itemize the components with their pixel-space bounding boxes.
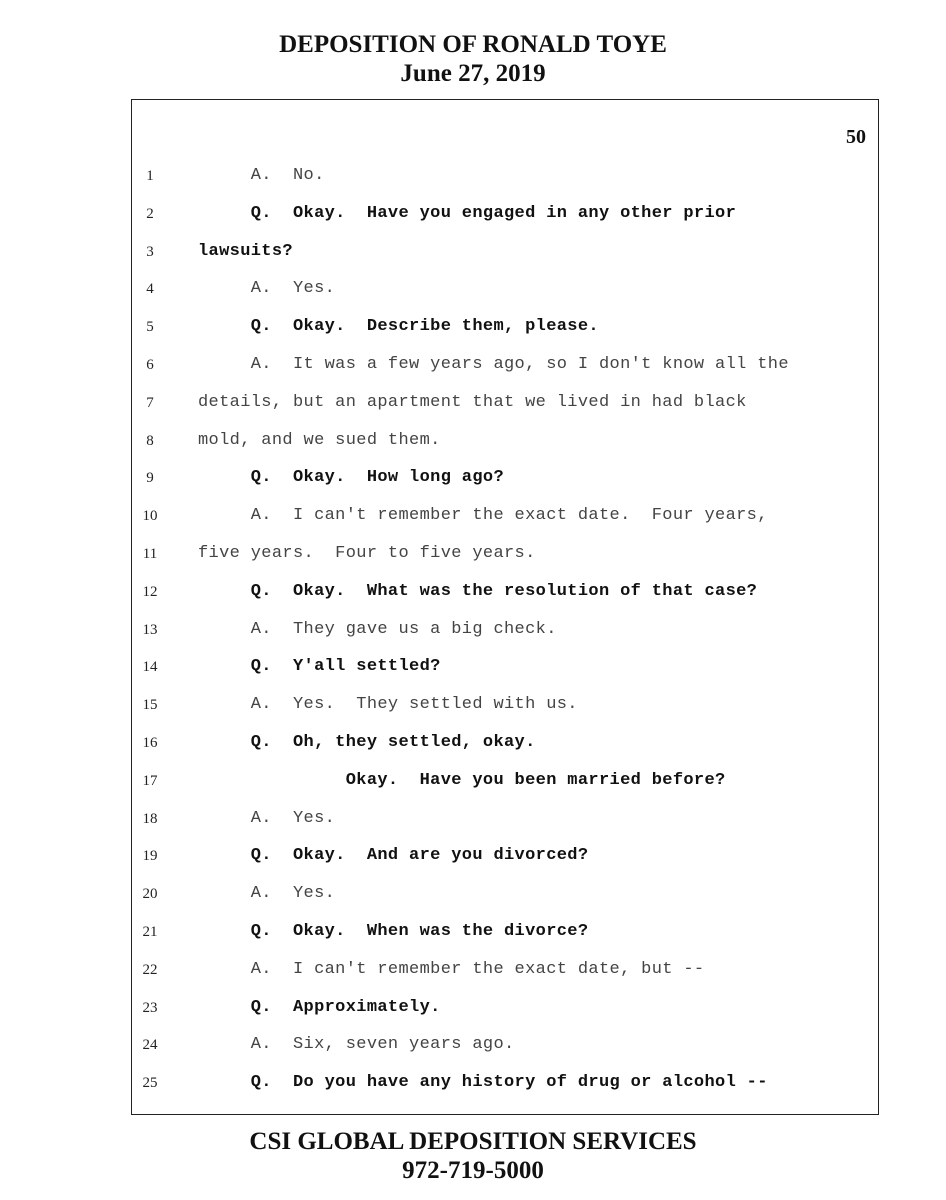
question-text: Q. Y'all settled?: [198, 657, 441, 677]
line-number: 1: [146, 168, 154, 184]
transcript-line: [132, 657, 878, 695]
answer-text: A. Yes.: [198, 808, 336, 828]
transcript-line: [132, 582, 878, 620]
question-text: Q. Okay. Describe them, please.: [198, 317, 599, 337]
question-text: Q. Oh, they settled, okay.: [198, 733, 536, 752]
line-number: 8: [146, 432, 154, 449]
transcript-page: [131, 99, 879, 1115]
line-number: 18: [142, 810, 158, 827]
line-number: 7: [146, 394, 154, 411]
answer-text: A. I can't remember the exact date, but --: [198, 959, 705, 979]
answer-text: A. Six, seven years ago.: [198, 1035, 515, 1055]
question-text: lawsuits?: [198, 241, 293, 261]
answer-text: five years. Four to five years.: [198, 544, 536, 563]
question-text: Q. Okay. When was the divorce?: [198, 922, 589, 941]
line-number: 5: [146, 319, 154, 336]
line-number: 23: [142, 999, 158, 1016]
answer-text: A. Yes.: [198, 884, 336, 904]
transcript-line: [132, 544, 878, 582]
company-name: CSI GLOBAL DEPOSITION SERVICES: [249, 1128, 697, 1155]
line-number: 13: [142, 621, 158, 638]
transcript-line: [132, 166, 878, 204]
question-text: Q. Okay. Have you engaged in any other prior: [198, 203, 737, 223]
line-number: 24: [142, 1037, 158, 1054]
line-number: 3: [146, 243, 154, 260]
line-number: 22: [142, 961, 158, 978]
line-number: 6: [146, 357, 154, 373]
deposition-date: June 27, 2019: [400, 60, 546, 87]
deposition-title: DEPOSITION OF RONALD TOYE: [279, 31, 667, 58]
document-footer: [0, 1127, 946, 1185]
transcript-line: [132, 733, 878, 771]
transcript-line: [132, 922, 878, 960]
line-number: 2: [146, 205, 154, 222]
line-number: 19: [142, 848, 158, 865]
transcript-lines: [132, 100, 878, 1114]
transcript-line: [132, 506, 878, 544]
line-number: 14: [142, 659, 158, 676]
answer-text: A. It was a few years ago, so I don't know all the: [198, 355, 789, 374]
transcript-line: [132, 431, 878, 469]
transcript-line: [132, 771, 878, 809]
transcript-line: [132, 1073, 878, 1111]
transcript-line: [132, 355, 878, 393]
line-number: 15: [142, 697, 158, 714]
answer-text: A. No.: [198, 166, 325, 185]
transcript-line: [132, 279, 878, 317]
question-text: Q. Approximately.: [198, 997, 441, 1017]
transcript-line: [132, 809, 878, 847]
transcript-line: [132, 695, 878, 733]
line-number: 25: [142, 1075, 158, 1092]
answer-text: details, but an apartment that we lived in had black: [198, 392, 747, 412]
line-number: 16: [142, 735, 158, 751]
document-header: [0, 30, 946, 88]
answer-text: A. Yes. They settled with us.: [198, 695, 578, 715]
line-number: 11: [142, 546, 158, 562]
answer-text: A. They gave us a big check.: [198, 619, 557, 639]
answer-text: A. Yes.: [198, 279, 336, 299]
line-number: 21: [142, 924, 158, 940]
line-number: 17: [142, 772, 158, 789]
transcript-line: [132, 960, 878, 998]
line-number: 12: [142, 583, 158, 600]
answer-text: mold, and we sued them.: [198, 430, 441, 450]
line-number: 4: [146, 281, 154, 298]
line-number: 10: [142, 508, 158, 525]
transcript-line: [132, 393, 878, 431]
question-text: Q. Okay. How long ago?: [198, 468, 504, 488]
transcript-line: [132, 1035, 878, 1073]
transcript-line: [132, 468, 878, 506]
page-number: 50: [846, 126, 866, 148]
transcript-line: [132, 204, 878, 242]
transcript-line: [132, 884, 878, 922]
question-text: Q. Okay. And are you divorced?: [198, 846, 589, 866]
question-text: Q. Okay. What was the resolution of that case?: [198, 581, 758, 601]
company-phone: 972-719-5000: [402, 1157, 544, 1184]
question-text: Okay. Have you been married before?: [198, 770, 726, 790]
question-text: Q. Do you have any history of drug or alcohol --: [198, 1073, 768, 1093]
line-number: 9: [146, 470, 154, 487]
transcript-line: [132, 242, 878, 280]
transcript-line: [132, 998, 878, 1036]
transcript-line: [132, 620, 878, 658]
transcript-line: [132, 846, 878, 884]
transcript-line: [132, 317, 878, 355]
answer-text: A. I can't remember the exact date. Four years,: [198, 506, 768, 526]
line-number: 20: [142, 886, 158, 903]
